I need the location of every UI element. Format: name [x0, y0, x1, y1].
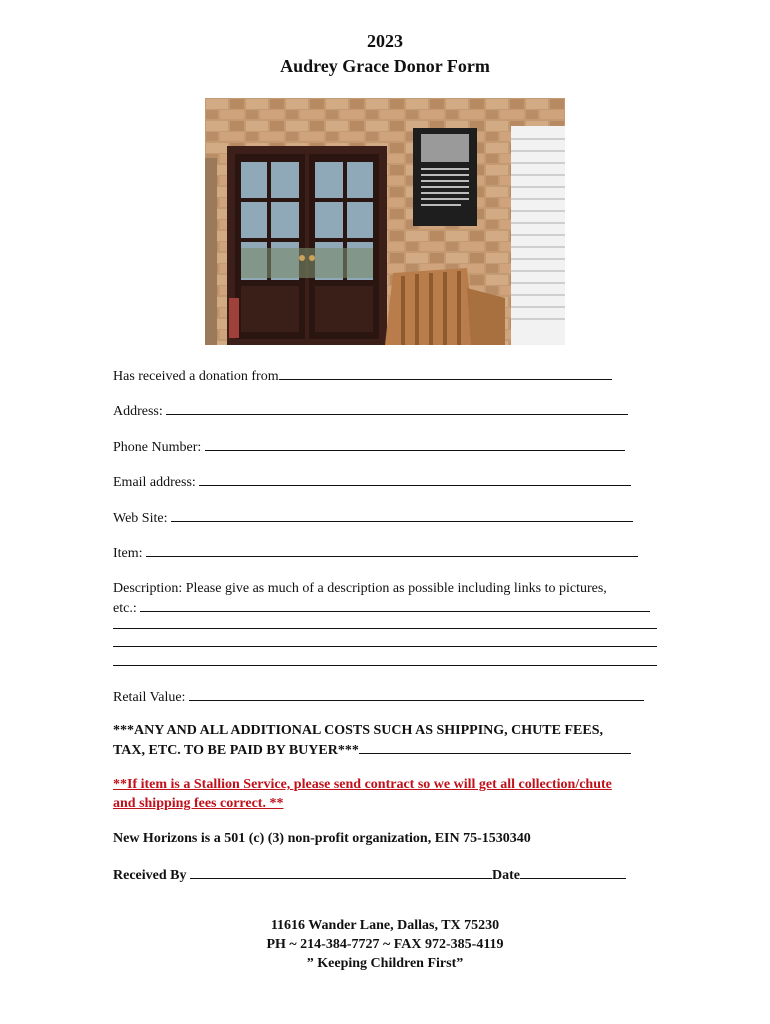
form-title: Audrey Grace Donor Form: [280, 56, 490, 76]
address-row: [113, 401, 628, 421]
received-by-blank[interactable]: [190, 865, 492, 879]
building-entrance-photo: [205, 98, 565, 345]
costs-notice-row: [113, 740, 631, 760]
item-label: Item:: [113, 546, 143, 561]
description-blank[interactable]: [140, 598, 650, 612]
website-row: [113, 508, 633, 528]
footer-address: 11616 Wander Lane, Dallas, TX 75230: [270, 918, 500, 933]
description-line-3[interactable]: [113, 646, 657, 647]
phone-label: Phone Number:: [113, 440, 202, 455]
email-label: Email address:: [113, 475, 196, 490]
description-label: etc.:: [113, 601, 137, 616]
costs-notice-blank[interactable]: [359, 740, 631, 754]
donation-from-row: [113, 366, 612, 386]
item-row: [113, 543, 638, 563]
retail-value-label: Retail Value:: [113, 690, 186, 705]
date-label: Date: [491, 868, 520, 883]
description-row: [113, 598, 650, 618]
email-blank[interactable]: [199, 472, 631, 486]
costs-notice-line-2: TAX, ETC. TO BE PAID BY BUYER***: [113, 743, 359, 758]
form-year: 2023: [367, 31, 403, 51]
address-blank[interactable]: [166, 401, 628, 415]
date-blank[interactable]: [520, 865, 626, 879]
website-label: Web Site:: [113, 511, 168, 526]
footer-phone-fax: PH ~ 214-384-7727 ~ FAX 972-385-4119: [266, 937, 504, 952]
description-prompt: Description: Please give as much of a description as possible including links to pictures,: [113, 581, 607, 596]
website-blank[interactable]: [171, 508, 633, 522]
costs-notice-line-1: ***ANY AND ALL ADDITIONAL COSTS SUCH AS SHIPPING, CHUTE FEES,: [113, 723, 603, 738]
description-line-4[interactable]: [113, 665, 657, 666]
retail-value-row: [113, 687, 644, 707]
phone-blank[interactable]: [205, 437, 625, 451]
received-by-row: [113, 865, 626, 885]
address-label: Address:: [113, 404, 163, 419]
footer-motto: ” Keeping Children First”: [306, 956, 464, 971]
nonprofit-statement: New Horizons is a 501 (c) (3) non-profit organization, EIN 75-1530340: [113, 831, 531, 846]
donation-from-blank[interactable]: [279, 366, 612, 380]
stallion-notice-line-1: **If item is a Stallion Service, please send contract so we will get all collection/chute: [113, 777, 612, 792]
description-line-2[interactable]: [113, 628, 657, 629]
retail-value-blank[interactable]: [189, 687, 644, 701]
stallion-notice-line-2: and shipping fees correct. **: [113, 796, 284, 811]
donation-from-label: Has received a donation from: [113, 369, 279, 384]
received-by-label: Received By: [113, 868, 187, 883]
email-row: [113, 472, 631, 492]
item-blank[interactable]: [146, 543, 638, 557]
phone-row: [113, 437, 625, 457]
